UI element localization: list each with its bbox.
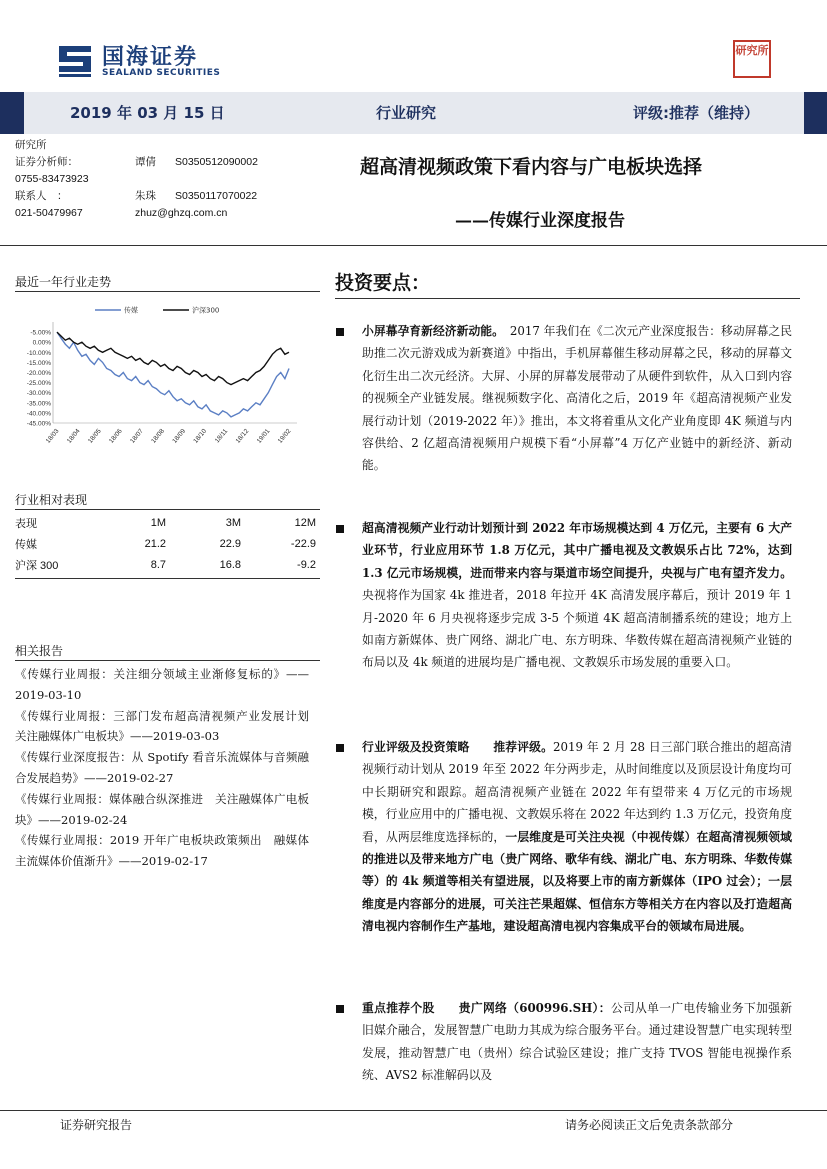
- performance-table: [15, 512, 320, 575]
- invest-paragraph-4: [362, 997, 792, 1087]
- invest-divider: [335, 298, 800, 299]
- y-tick-label: -15.00%: [26, 359, 51, 367]
- y-tick-label: -30.00%: [26, 390, 51, 398]
- x-tick-label: 18/06: [107, 427, 124, 445]
- table-header-cell: 12M: [294, 516, 316, 529]
- invest-paragraph-1: [362, 320, 792, 477]
- invest-heading: 投资要点：: [335, 272, 431, 294]
- institute-seal: 研究所: [733, 40, 771, 78]
- footer-right: 请务必阅读正文后免责条款部分: [565, 1118, 734, 1132]
- report-main-title: 超高清视频政策下看内容与广电板块选择: [360, 156, 703, 178]
- related-report-item[interactable]: 《传媒行业深度报告：从 Spotify 看音乐流媒体与音频融合发展趋势》——2019-02-27: [15, 750, 309, 785]
- contact-label: 联系人 ：: [15, 190, 68, 202]
- table-header-row: [15, 512, 320, 533]
- invest-paragraph-2: [362, 517, 792, 674]
- table-header-cell: 3M: [225, 516, 241, 529]
- related-report-item[interactable]: 《传媒行业周报：关注细分领域主业渐修复标的》——2019-03-10: [15, 667, 309, 702]
- sealand-logo-icon: [55, 40, 95, 78]
- x-tick-label: 18/12: [234, 427, 251, 445]
- performance-heading: 行业相对表现: [15, 493, 88, 507]
- x-tick-label: 18/09: [171, 427, 188, 445]
- x-tick-label: 19/01: [255, 427, 272, 445]
- bullet-icon: [336, 1005, 344, 1013]
- trend-divider: [15, 291, 320, 292]
- y-tick-label: -35.00%: [26, 400, 51, 408]
- brand-name-en: SEALAND SECURITIES: [102, 68, 221, 78]
- y-tick-label: 0.00%: [32, 339, 51, 347]
- analyst-id: S0350512090002: [175, 156, 258, 168]
- bullet-icon: [336, 744, 344, 752]
- paragraph-body: 央视将作为国家 4k 推进者，2018 年拉开 4K 高清发展序幕后，预计 2019 年 1 月-2020 年 6 月央视将逐步完成 3-5 个频道 4K 超高清制播系统的建设；地方上如南方新媒体、贵广网络、湖北广电、东方明珠、华数传媒在超高清视频产业链的布局以及 4k 频道的进展均是广播电视、文教娱乐市场发展的重要入口。: [362, 588, 792, 670]
- table-cell: 沪深 300: [15, 559, 59, 572]
- y-tick-label: -45.00%: [26, 420, 51, 428]
- paragraph-body: 公司从单一广电传输业务下加强新旧媒介融合，发展智慧广电助力其成为综合服务平台。通过建设智慧广电实现转型发展，推动智慧广电（贵州）综合试验区建设；推广支持 TVOS 智能电视操作系统、AVS2 标准解码以及: [362, 1001, 792, 1083]
- x-tick-label: 18/07: [129, 427, 145, 445]
- report-sub-title: ——传媒行业深度报告: [455, 211, 625, 231]
- x-tick-label: 18/04: [65, 427, 82, 445]
- dept-label: 研究所: [15, 139, 47, 151]
- related-heading: 相关报告: [15, 644, 64, 658]
- analyst-name: 谭倩: [135, 156, 156, 168]
- footer-left: 证券研究报告: [60, 1118, 133, 1132]
- paragraph-lead: 重点推荐个股 贵广网络（600996.SH）：: [362, 1001, 611, 1015]
- table-cell: 传媒: [15, 538, 37, 551]
- table-header-cell: 表现: [15, 517, 37, 530]
- paragraph-lead: 小屏幕孕育新经济新动能。: [362, 324, 499, 338]
- industry-trend-chart: [15, 300, 305, 450]
- table-row: [15, 554, 320, 575]
- footer-divider: [0, 1110, 827, 1111]
- bullet-icon: [336, 525, 344, 533]
- contact-email[interactable]: zhuz@ghzq.com.cn: [135, 207, 228, 219]
- report-category: 行业研究: [376, 104, 437, 122]
- analyst-phone: 0755-83473923: [15, 173, 89, 185]
- y-tick-label: -20.00%: [26, 370, 51, 377]
- related-report-item[interactable]: 《传媒行业周报：媒体融合纵深推进 关注融媒体广电板块》——2019-02-24: [15, 791, 309, 827]
- contact-name: 朱珠: [135, 190, 156, 202]
- paragraph-emphasis: 一层维度是可关注央视（中视传媒）在超高清视频领域的推进以及带来地方广电（贵广网络、歌华有线、湖北广电、东方明珠、华数传媒等）的 4k 频道等相关有望进展，以及将要上市的南方新媒体（IPO 过会）；一层维度是内容部分的进展，可关注芒果超媒、恒信东方等相关方在内容以及打造超高清电视内容制作生产基地，建设超高清电视内容集成平台的领域布局进展。: [362, 829, 792, 934]
- trend-heading: 最近一年行业走势: [15, 275, 112, 289]
- table-cell: 16.8: [219, 558, 241, 571]
- paragraph-body: 2019 年 2 月 28 日三部门联合推出的超高清视频行动计划从 2019 年至 2022 年分两步走，从时间维度以及顶层设计角度均可中长期研究和跟踪。超高清视频产业链在 2022 年有望带来 4 万亿元的市场规模，行业应用中的广播电视、文教娱乐将在 2022 年达到约 1.3 万亿元，投资角度看，从两层维度选择标的，: [362, 740, 792, 844]
- x-tick-label: 18/03: [44, 427, 61, 445]
- y-tick-label: -5.00%: [30, 329, 51, 337]
- related-reports-list: [15, 664, 321, 872]
- report-date: 2019 年 03 月 15 日: [70, 104, 225, 122]
- table-bottom-divider: [15, 578, 320, 579]
- y-tick-label: -10.00%: [26, 349, 51, 357]
- contact-phone: 021-50479967: [15, 207, 83, 219]
- legend-label: 传媒: [124, 306, 138, 315]
- paragraph-lead: 行业评级及投资策略 推荐评级。: [362, 740, 554, 754]
- brand-name-cn: 国海证券: [102, 45, 199, 70]
- x-tick-label: 19/02: [276, 427, 293, 445]
- x-tick-label: 18/11: [213, 427, 230, 445]
- performance-divider: [15, 509, 320, 510]
- y-tick-label: -25.00%: [26, 380, 51, 388]
- paragraph-body: 2017 年我们在《二次元产业深度报告：移动屏幕之民助推二次元游戏成为新赛道》中指出，手机屏幕催生移动屏幕之民，移动的屏幕文化衍生出二次元经济。大屏、小屏的屏幕发展带动了从硬件到软件，从入口到内容的视频全产业链发展。继视频数字化、高清化之后，2019 年《超高清视频产业发展行动计划（2019-2022 年）》推出，本文将着重从文化产业角度即 4K 频道与内容供给、2 亿超高清视频用户规模下看“小屏幕”4 万亿产业链中的新经济、新动能。: [362, 324, 792, 473]
- legend-label: 沪深300: [192, 306, 220, 315]
- table-cell: 22.9: [219, 537, 241, 550]
- table-row: [15, 533, 320, 554]
- invest-paragraph-3: [362, 736, 792, 938]
- bullet-icon: [336, 328, 344, 336]
- table-cell: 21.2: [144, 537, 166, 550]
- table-header-cell: 1M: [150, 516, 166, 529]
- related-report-item[interactable]: 《传媒行业周报：2019 开年广电板块政策频出 融媒体主流媒体价值渐升》——2019-02-17: [15, 833, 309, 869]
- table-cell: -22.9: [290, 537, 316, 550]
- contact-id: S0350117070022: [175, 190, 258, 202]
- related-divider: [15, 660, 320, 661]
- x-tick-label: 18/05: [86, 427, 103, 445]
- series-line-hs300: [57, 332, 289, 385]
- header-divider: [0, 245, 827, 246]
- related-report-item[interactable]: 《传媒行业周报：三部门发布超高清视频产业发展计划 关注融媒体广电板块》——2019-03-03: [15, 708, 321, 744]
- table-cell: -9.2: [297, 558, 316, 571]
- x-tick-label: 18/10: [192, 427, 209, 445]
- x-tick-label: 18/08: [150, 427, 166, 445]
- report-rating: 评级:推荐（维持）: [633, 104, 759, 122]
- paragraph-lead: 超高清视频产业行动计划预计到 2022 年市场规模达到 4 万亿元，主要有 6 大产业环节，行业应用环节 1.8 万亿元，其中广播电视及文教娱乐占比 72%，达到 1.3 亿元市场规模，进而带来内容与渠道市场空间提升，央视与广电有望齐发力。: [362, 521, 792, 580]
- analyst-label: 证券分析师：: [15, 156, 78, 168]
- y-tick-label: -40.00%: [26, 410, 51, 418]
- table-cell: 8.7: [150, 558, 166, 571]
